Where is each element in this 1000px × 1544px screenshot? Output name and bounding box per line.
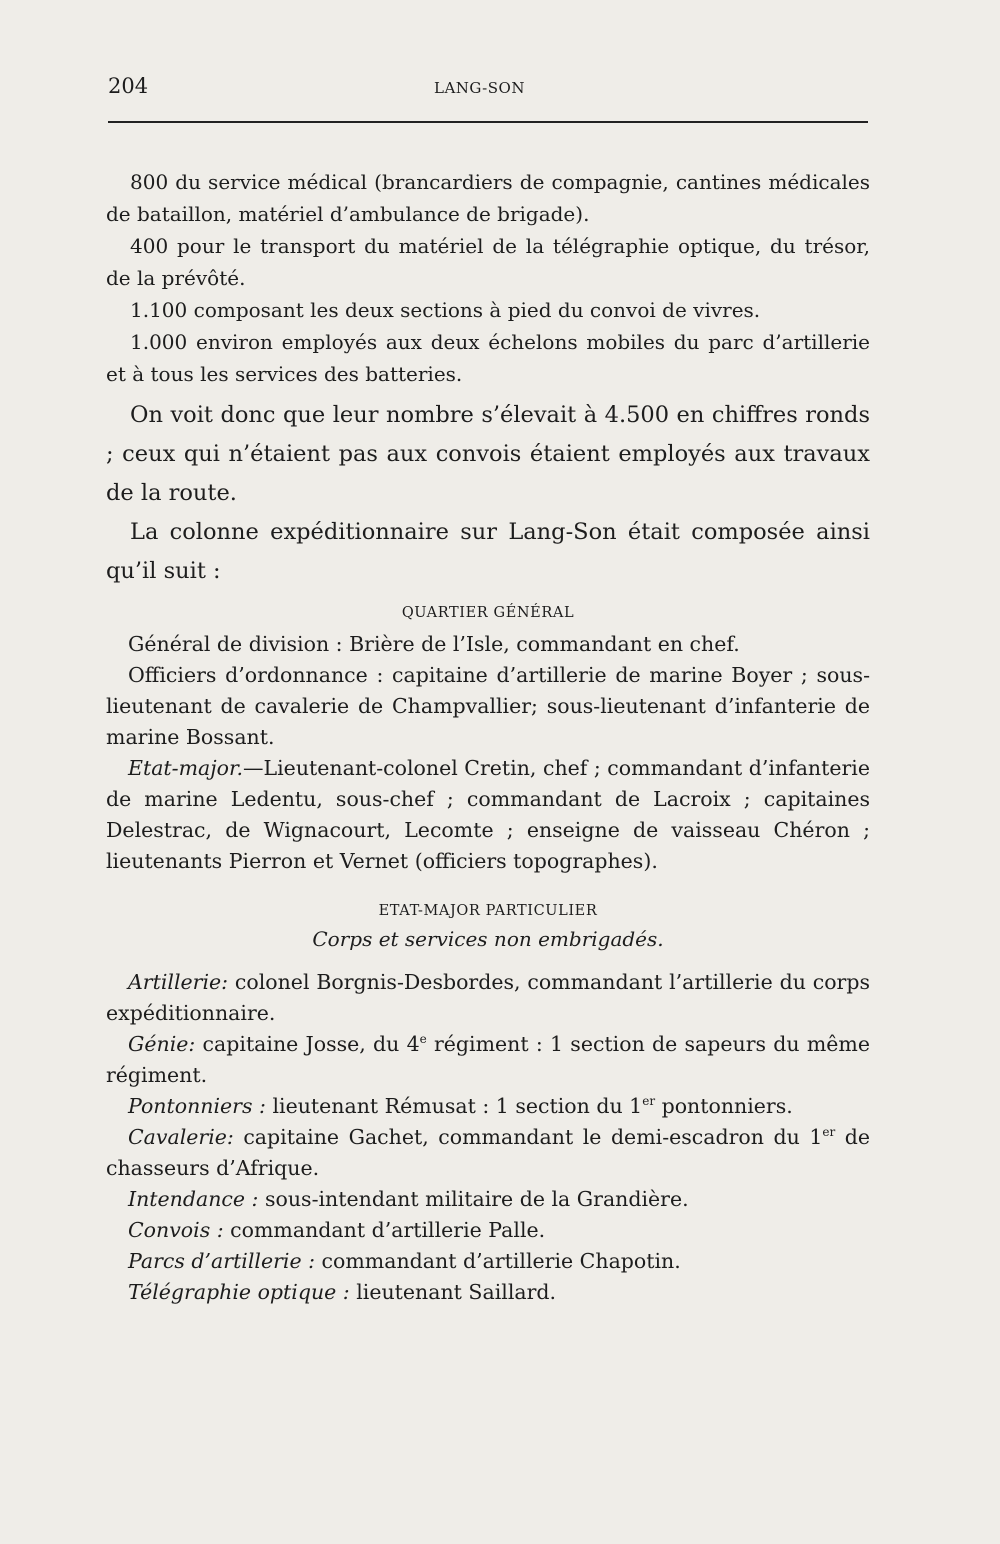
summary-composition: La colonne expéditionnaire sur Lang-Son était composée ainsi qu’il suit : <box>106 519 870 584</box>
genie-ordinal: e <box>419 1032 427 1047</box>
etat-major-text: —Lieutenant-colonel Cretin, chef ; commandant d’infanterie de marine Ledentu, sous-chef ; commandant de Lacroix ; capitaines Delestrac, de Wignacourt, Lecomte ; enseigne de vaisseau Chéron ; lieutenants Pierron et Vernet (officiers topographes). <box>106 756 870 873</box>
telegraphie-text: lieutenant Saillard. <box>349 1280 557 1304</box>
genie-text-b: régiment : 1 section de sapeurs du même régiment. <box>106 1032 870 1087</box>
porters-list <box>106 166 870 390</box>
page-body <box>106 166 870 1308</box>
parcs-text: commandant d’artillerie Chapotin. <box>315 1249 681 1273</box>
telegraphie-label: Télégraphie optique : <box>128 1280 350 1304</box>
services-list <box>106 967 870 1308</box>
section-heading-etat-major-particulier: ETAT-MAJOR PARTICULIER <box>378 903 598 919</box>
header-rule <box>108 121 868 123</box>
section-heading-quartier-general: QUARTIER GÉNÉRAL <box>401 605 575 621</box>
summary-total: On voit donc que leur nombre s’élevait à 4.500 en chiffres ronds ; ceux qui n’étaient pas aux convois étaient employés aux travaux de la route. <box>106 402 870 506</box>
service-artillerie <box>106 967 870 1029</box>
genie-label: Génie: <box>128 1032 196 1056</box>
general-commander: Général de division : Brière de l’Isle, commandant en chef. <box>128 632 740 656</box>
service-telegraphie <box>106 1277 870 1308</box>
cavalerie-text-b: de chasseurs d’Afrique. <box>106 1125 871 1180</box>
porters-telegraphy: 400 pour le transport du matériel de la télégraphie optique, du trésor, de la prévôté. <box>106 234 870 290</box>
parcs-label: Parcs d’artillerie : <box>128 1249 316 1273</box>
genie-text-a: capitaine Josse, du 4 <box>195 1032 420 1056</box>
service-parcs <box>106 1246 870 1277</box>
intendance-text: sous-intendant militaire de la Grandière. <box>258 1187 689 1211</box>
cavalerie-ordinal: er <box>822 1125 836 1140</box>
section-subheading: Corps et services non embrigadés. <box>312 927 664 951</box>
convois-label: Convois : <box>128 1218 224 1242</box>
service-cavalerie <box>106 1122 870 1184</box>
convois-text: commandant d’artillerie Palle. <box>223 1218 546 1242</box>
pontonniers-text-b: pontonniers. <box>655 1094 793 1118</box>
etat-major-entry <box>106 753 870 877</box>
artillerie-text: colonel Borgnis-Desbordes, commandant l’artillerie du corps expéditionnaire. <box>106 970 870 1025</box>
pontonniers-label: Pontonniers : <box>128 1094 266 1118</box>
artillerie-label: Artillerie: <box>128 970 229 994</box>
porters-artillery: 1.000 environ employés aux deux échelons mobiles du parc d’artillerie et à tous les services des batteries. <box>106 330 870 386</box>
etat-major-label: Etat-major. <box>128 756 244 780</box>
cavalerie-text-a: capitaine Gachet, commandant le demi-escadron du 1 <box>233 1125 823 1149</box>
summary-paragraphs <box>106 396 870 591</box>
pontonniers-text-a: lieutenant Rémusat : 1 section du 1 <box>265 1094 643 1118</box>
service-genie <box>106 1029 870 1091</box>
porters-medical: 800 du service médical (brancardiers de compagnie, cantines médicales de bataillon, matériel d’ambulance de brigade). <box>106 170 870 226</box>
service-convois <box>106 1215 870 1246</box>
cavalerie-label: Cavalerie: <box>128 1125 234 1149</box>
quartier-general-list <box>106 629 870 877</box>
service-pontonniers <box>106 1091 870 1122</box>
service-intendance <box>106 1184 870 1215</box>
running-title: LANG-SON <box>434 79 525 97</box>
pontonniers-ordinal: er <box>642 1094 656 1109</box>
page-number: 204 <box>108 74 149 98</box>
page-header <box>108 74 868 104</box>
porters-convoy: 1.100 composant les deux sections à pied du convoi de vivres. <box>130 298 761 322</box>
intendance-label: Intendance : <box>128 1187 259 1211</box>
ordonnance-officers: Officiers d’ordonnance : capitaine d’artillerie de marine Boyer ; sous-lieutenant de cavalerie de Champvallier; sous-lieutenant d’infanterie de marine Bossant. <box>106 663 870 749</box>
